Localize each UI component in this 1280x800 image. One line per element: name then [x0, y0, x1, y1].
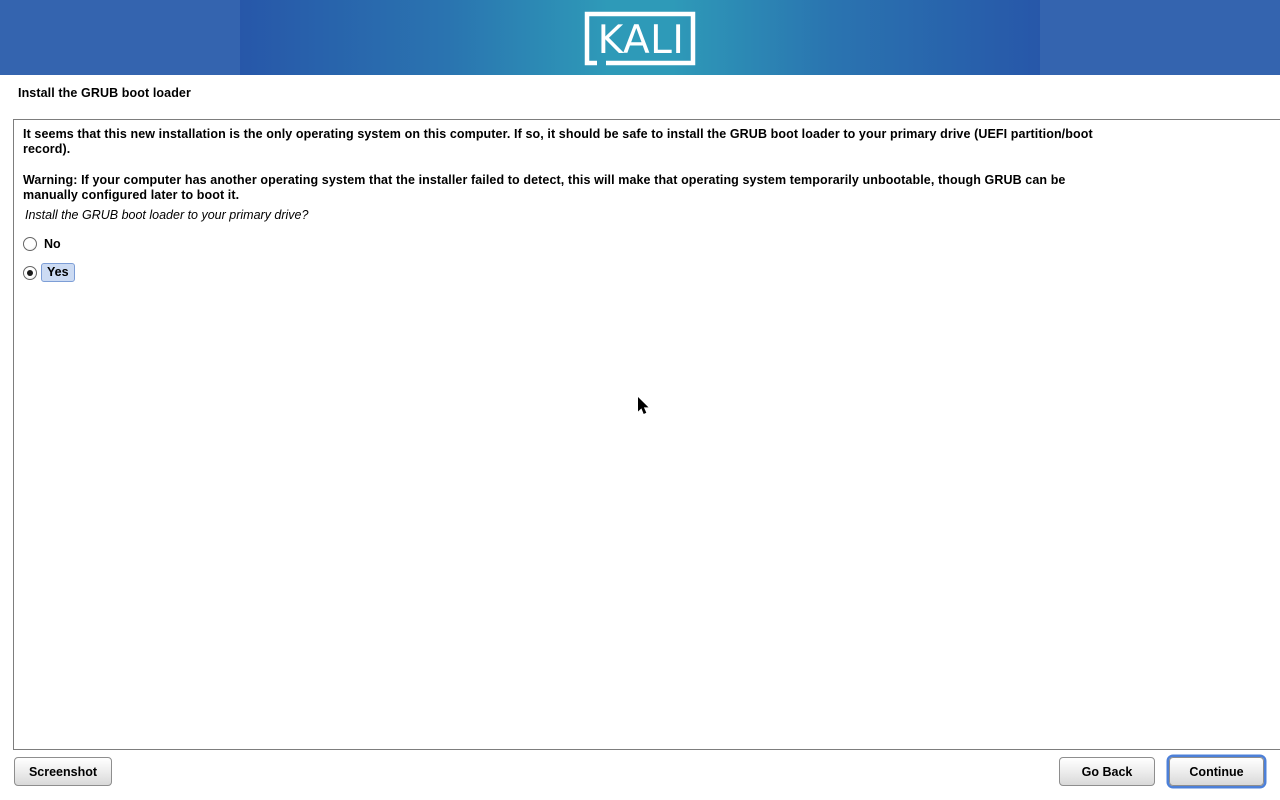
- grub-info-paragraph: [23, 127, 1276, 158]
- radio-option-yes[interactable]: [23, 265, 1276, 281]
- go-back-button[interactable]: Go Back: [1059, 757, 1155, 786]
- radio-no-circle[interactable]: [23, 237, 37, 251]
- radio-selected-dot: [27, 270, 33, 276]
- grub-warning-line2: manually configured later to boot it.: [23, 188, 240, 203]
- continue-button[interactable]: Continue: [1169, 757, 1264, 786]
- header-banner: [0, 0, 1280, 75]
- radio-no-label[interactable]: No: [44, 236, 61, 251]
- content-panel: [13, 119, 1280, 750]
- grub-info-line1: It seems that this new installation is the only operating system on this computer. If so, it should be safe to install the GRUB boot loader to your primary drive (UEFI partition/boot: [23, 127, 1093, 141]
- kali-logo-text: KALI: [597, 18, 685, 63]
- screenshot-button[interactable]: Screenshot: [14, 757, 112, 786]
- radio-option-no[interactable]: [23, 236, 1276, 252]
- kali-logo-icon: [584, 11, 696, 67]
- grub-warning-paragraph: [23, 173, 1276, 204]
- radio-yes-circle[interactable]: [23, 266, 37, 280]
- grub-info-line2: record).: [23, 142, 71, 157]
- page-title: Install the GRUB boot loader: [18, 86, 191, 100]
- install-grub-question: Install the GRUB boot loader to your primary drive?: [25, 207, 309, 222]
- radio-yes-label[interactable]: Yes: [41, 263, 75, 282]
- grub-warning-line1: Warning: If your computer has another operating system that the installer failed to detect, this will make that operating system temporarily unbootable, though GRUB can be: [23, 172, 1066, 187]
